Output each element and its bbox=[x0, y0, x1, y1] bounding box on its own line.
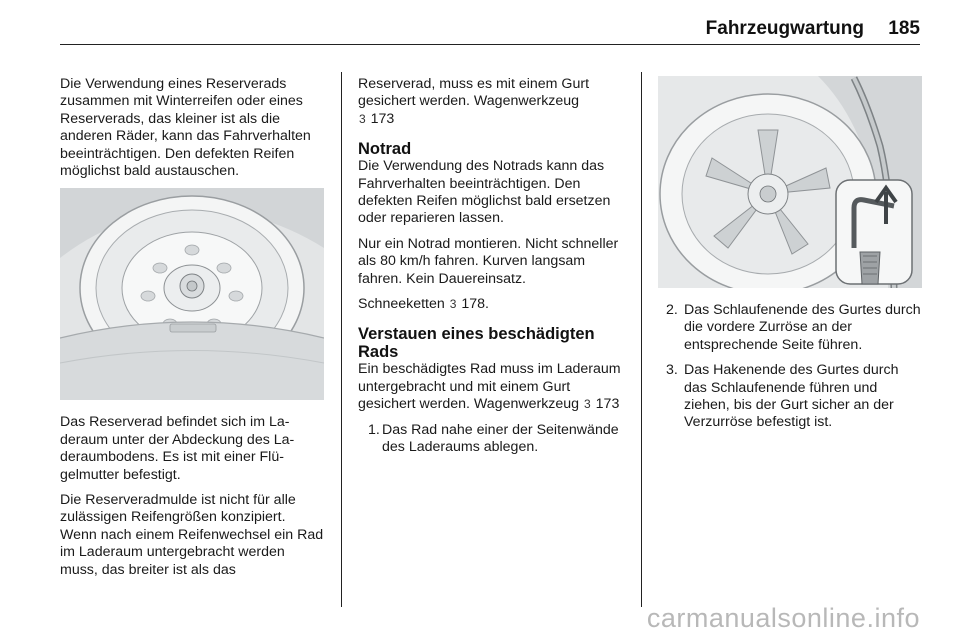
steps-list bbox=[358, 422, 624, 457]
strap-securing-illustration bbox=[658, 76, 922, 288]
list-item bbox=[658, 362, 922, 432]
spare-wheel-drawing bbox=[60, 188, 324, 400]
paragraph-text: Reserverad, muss es mit einem Gurt gesichert werden. Wagenwerkzeug bbox=[358, 76, 590, 110]
paragraph: Die Verwendung des Notrads kann das Fahrverhalten beeinträchtigen. Den defekten Reifen möglichst bald ersetzen oder reparieren lassen. bbox=[358, 158, 611, 227]
paragraph bbox=[358, 361, 624, 413]
step-text: Das Rad nahe einer der Seitenwände des Laderaums ablegen. bbox=[382, 421, 619, 456]
paragraph: Nur ein Notrad montieren. Nicht schneller als 80 km/h fahren. Kurven langsam fahren. Kein Dauereinsatz. bbox=[358, 235, 619, 287]
paragraph bbox=[358, 76, 624, 128]
column-divider bbox=[641, 72, 642, 607]
heading-verstauen: Verstauen eines beschädigten Rads bbox=[358, 325, 595, 362]
steps-list bbox=[658, 302, 922, 432]
page-number: 185 bbox=[888, 18, 920, 39]
list-item bbox=[358, 422, 624, 457]
paragraph-text: Schneeketten bbox=[358, 296, 445, 313]
strap-securing-drawing bbox=[658, 76, 922, 288]
reference-arrow-icon: 3 bbox=[449, 297, 457, 312]
step-number: 2. bbox=[666, 302, 678, 318]
paragraph bbox=[358, 296, 624, 313]
page-header bbox=[60, 16, 920, 45]
heading-notrad: Notrad bbox=[358, 140, 412, 159]
step-number: 1. bbox=[368, 421, 380, 438]
paragraph: Die Reserveradmulde ist nicht für alle zulässigen Reifengrößen konzipiert. Wenn nach einem Reifenwechsel ein Rad im Laderaum untergebracht werden muss, das breiter ist als das bbox=[60, 492, 324, 578]
spare-wheel-illustration bbox=[60, 188, 324, 400]
list-item bbox=[658, 302, 922, 354]
step-text: Das Hakenende des Gurtes durch das Schlaufenende führen und ziehen, bis der Gurt sicher an der Verzurröse befestigt ist. bbox=[684, 362, 899, 431]
section-title: Fahrzeugwartung bbox=[705, 18, 864, 39]
column-1 bbox=[60, 76, 324, 587]
column-2 bbox=[358, 76, 624, 465]
watermark: carmanualsonline.info bbox=[646, 603, 920, 633]
reference-arrow-icon: 3 bbox=[584, 397, 591, 412]
page-reference[interactable]: 173 bbox=[595, 396, 620, 413]
page-reference[interactable]: 173 bbox=[370, 110, 395, 127]
step-number: 3. bbox=[666, 362, 678, 379]
column-3 bbox=[658, 76, 922, 440]
paragraph: Das Reserverad befindet sich im Laderaum unter der Abdeckung des Laderaumbodens. Es ist mit einer Flügelmutter befestigt. bbox=[60, 414, 295, 483]
step-text: Das Schlaufenende des Gurtes durch die vordere Zurröse an der entsprechende Seite führen. bbox=[684, 302, 921, 353]
paragraph-text: Ein beschädigtes Rad muss im Laderaum untergebracht und mit einem Gurt gesichert werden. Wagenwerkzeug bbox=[358, 361, 621, 413]
page-reference[interactable]: 178. bbox=[461, 296, 489, 313]
reference-arrow-icon: 3 bbox=[359, 111, 366, 126]
column-divider bbox=[341, 72, 342, 607]
paragraph: Die Verwendung eines Reserverads zusammen mit Winterreifen oder eines Reserverads, das kleiner ist als die anderen Räder, kann das Fahrverhalten beeinträchtigen. Den defekten Reifen möglichst bald austauschen. bbox=[60, 76, 311, 180]
